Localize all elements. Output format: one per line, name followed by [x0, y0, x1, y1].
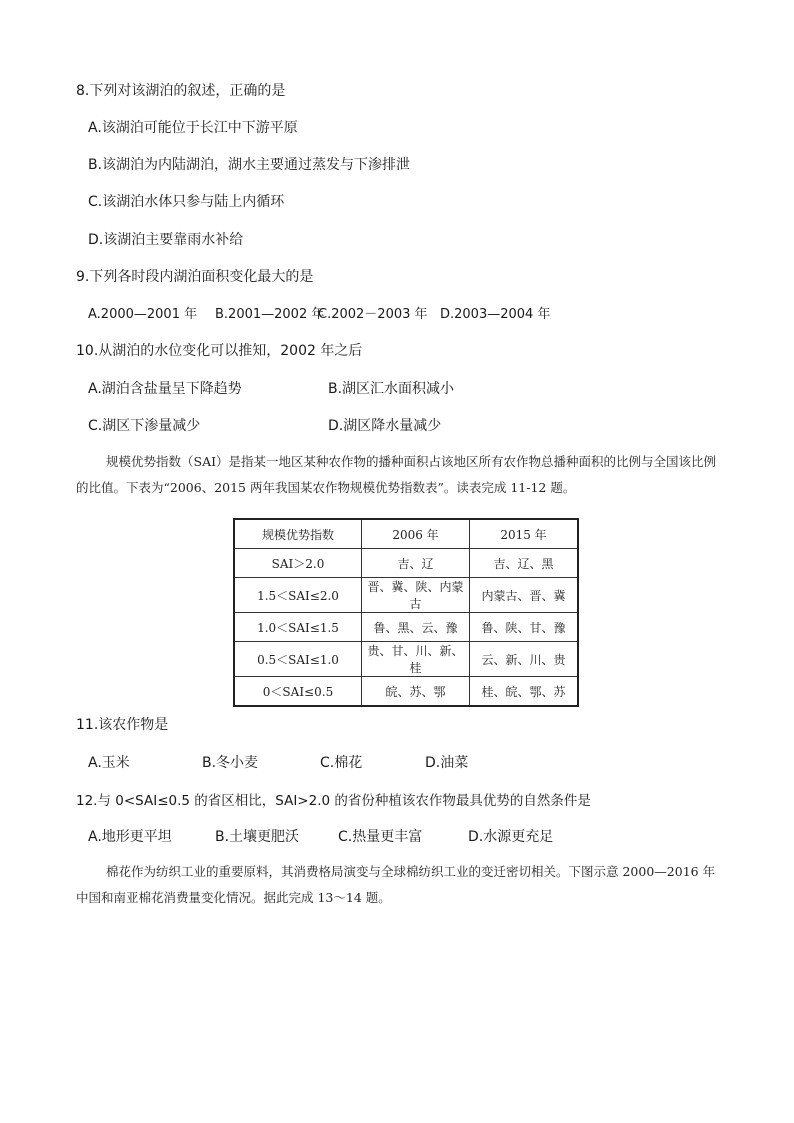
question-12-option-a: A.地形更平坦	[88, 829, 172, 845]
question-10-option-b: B.湖区汇水面积减小	[328, 381, 455, 397]
question-9-option-c: C.2002－2003 年	[318, 307, 428, 322]
table-header-cell: 2006 年	[362, 519, 470, 549]
table-header-cell: 2015 年	[470, 519, 579, 549]
passage-sai-intro: 规模优势指数（SAI）是指某一地区某种农作物的播种面积占该地区所有农作物总播种面积的比例与全国该比例的比值。下表为“2006、2015 两年我国某农作物规模优势指数表”。读表完成 11-12 题。	[76, 454, 717, 495]
table-header-cell: 规模优势指数	[234, 519, 362, 549]
table-cell: 吉、辽、黑	[470, 549, 579, 578]
table-row	[234, 642, 578, 677]
question-9-option-d: D.2003—2004 年	[440, 307, 551, 322]
question-11-option-c: C.棉花	[320, 755, 363, 771]
table-cell: 1.0＜SAI≤1.5	[234, 613, 362, 642]
question-10-option-a: A.湖泊含盐量呈下降趋势	[88, 381, 242, 397]
table-cell: 云、新、川、贵	[470, 642, 579, 677]
question-9-option-a: A.2000—2001 年	[88, 307, 198, 322]
question-9-option-b: B.2001—2002 年	[215, 307, 325, 322]
question-11-option-a: A.玉米	[88, 755, 130, 771]
table-cell: 鲁、陕、甘、豫	[470, 613, 579, 642]
table-header-row	[234, 519, 578, 549]
table-row	[234, 677, 578, 707]
question-8-option-d: D.该湖泊主要靠雨水补给	[88, 232, 244, 248]
question-8-option-c: C.该湖泊水体只参与陆上内循环	[88, 194, 285, 210]
table-cell: 鲁、黑、云、豫	[362, 613, 470, 642]
question-12-option-b: B.土壤更肥沃	[215, 829, 300, 845]
table-cell: 0.5＜SAI≤1.0	[234, 642, 362, 677]
question-12-stem: 12.与 0<SAI≤0.5 的省区相比，SAI>2.0 的省份种植该农作物最具优势的自然条件是	[76, 793, 591, 809]
table-cell: 皖、苏、鄂	[362, 677, 470, 707]
question-12-option-d: D.水源更充足	[468, 829, 554, 845]
table-cell: 晋、冀、陕、内蒙古	[362, 578, 470, 613]
question-11-stem: 11.该农作物是	[76, 717, 169, 733]
table-cell: 1.5＜SAI≤2.0	[234, 578, 362, 613]
table-cell: 内蒙古、晋、冀	[470, 578, 579, 613]
question-11-option-b: B.冬小麦	[202, 755, 259, 771]
table-cell: SAI＞2.0	[234, 549, 362, 578]
question-10-option-d: D.湖区降水量减少	[328, 418, 442, 434]
table-row	[234, 613, 578, 642]
table-cell: 0＜SAI≤0.5	[234, 677, 362, 707]
question-10-stem: 10.从湖泊的水位变化可以推知，2002 年之后	[76, 343, 363, 359]
passage-cotton-intro: 棉花作为纺织工业的重要原料，其消费格局演变与全球棉纺织工业的变迁密切相关。下图示意 2000—2016 年中国和南亚棉花消费量变化情况。据此完成 13～14 题。	[76, 864, 716, 905]
question-9-stem: 9.下列各时段内湖泊面积变化最大的是	[76, 269, 314, 285]
question-8-stem: 8.下列对该湖泊的叙述，正确的是	[76, 83, 286, 99]
question-10-option-c: C.湖区下渗量减少	[88, 418, 201, 434]
question-12-option-c: C.热量更丰富	[338, 829, 423, 845]
question-8-option-b: B.该湖泊为内陆湖泊，湖水主要通过蒸发与下渗排泄	[88, 157, 411, 173]
question-8-option-a: A.该湖泊可能位于长江中下游平原	[88, 120, 298, 136]
sai-table	[233, 518, 579, 707]
question-11-option-d: D.油菜	[425, 755, 469, 771]
table-cell: 吉、辽	[362, 549, 470, 578]
table-row	[234, 549, 578, 578]
table-row	[234, 578, 578, 613]
table-cell: 桂、皖、鄂、苏	[470, 677, 579, 707]
table-cell: 贵、甘、川、新、桂	[362, 642, 470, 677]
